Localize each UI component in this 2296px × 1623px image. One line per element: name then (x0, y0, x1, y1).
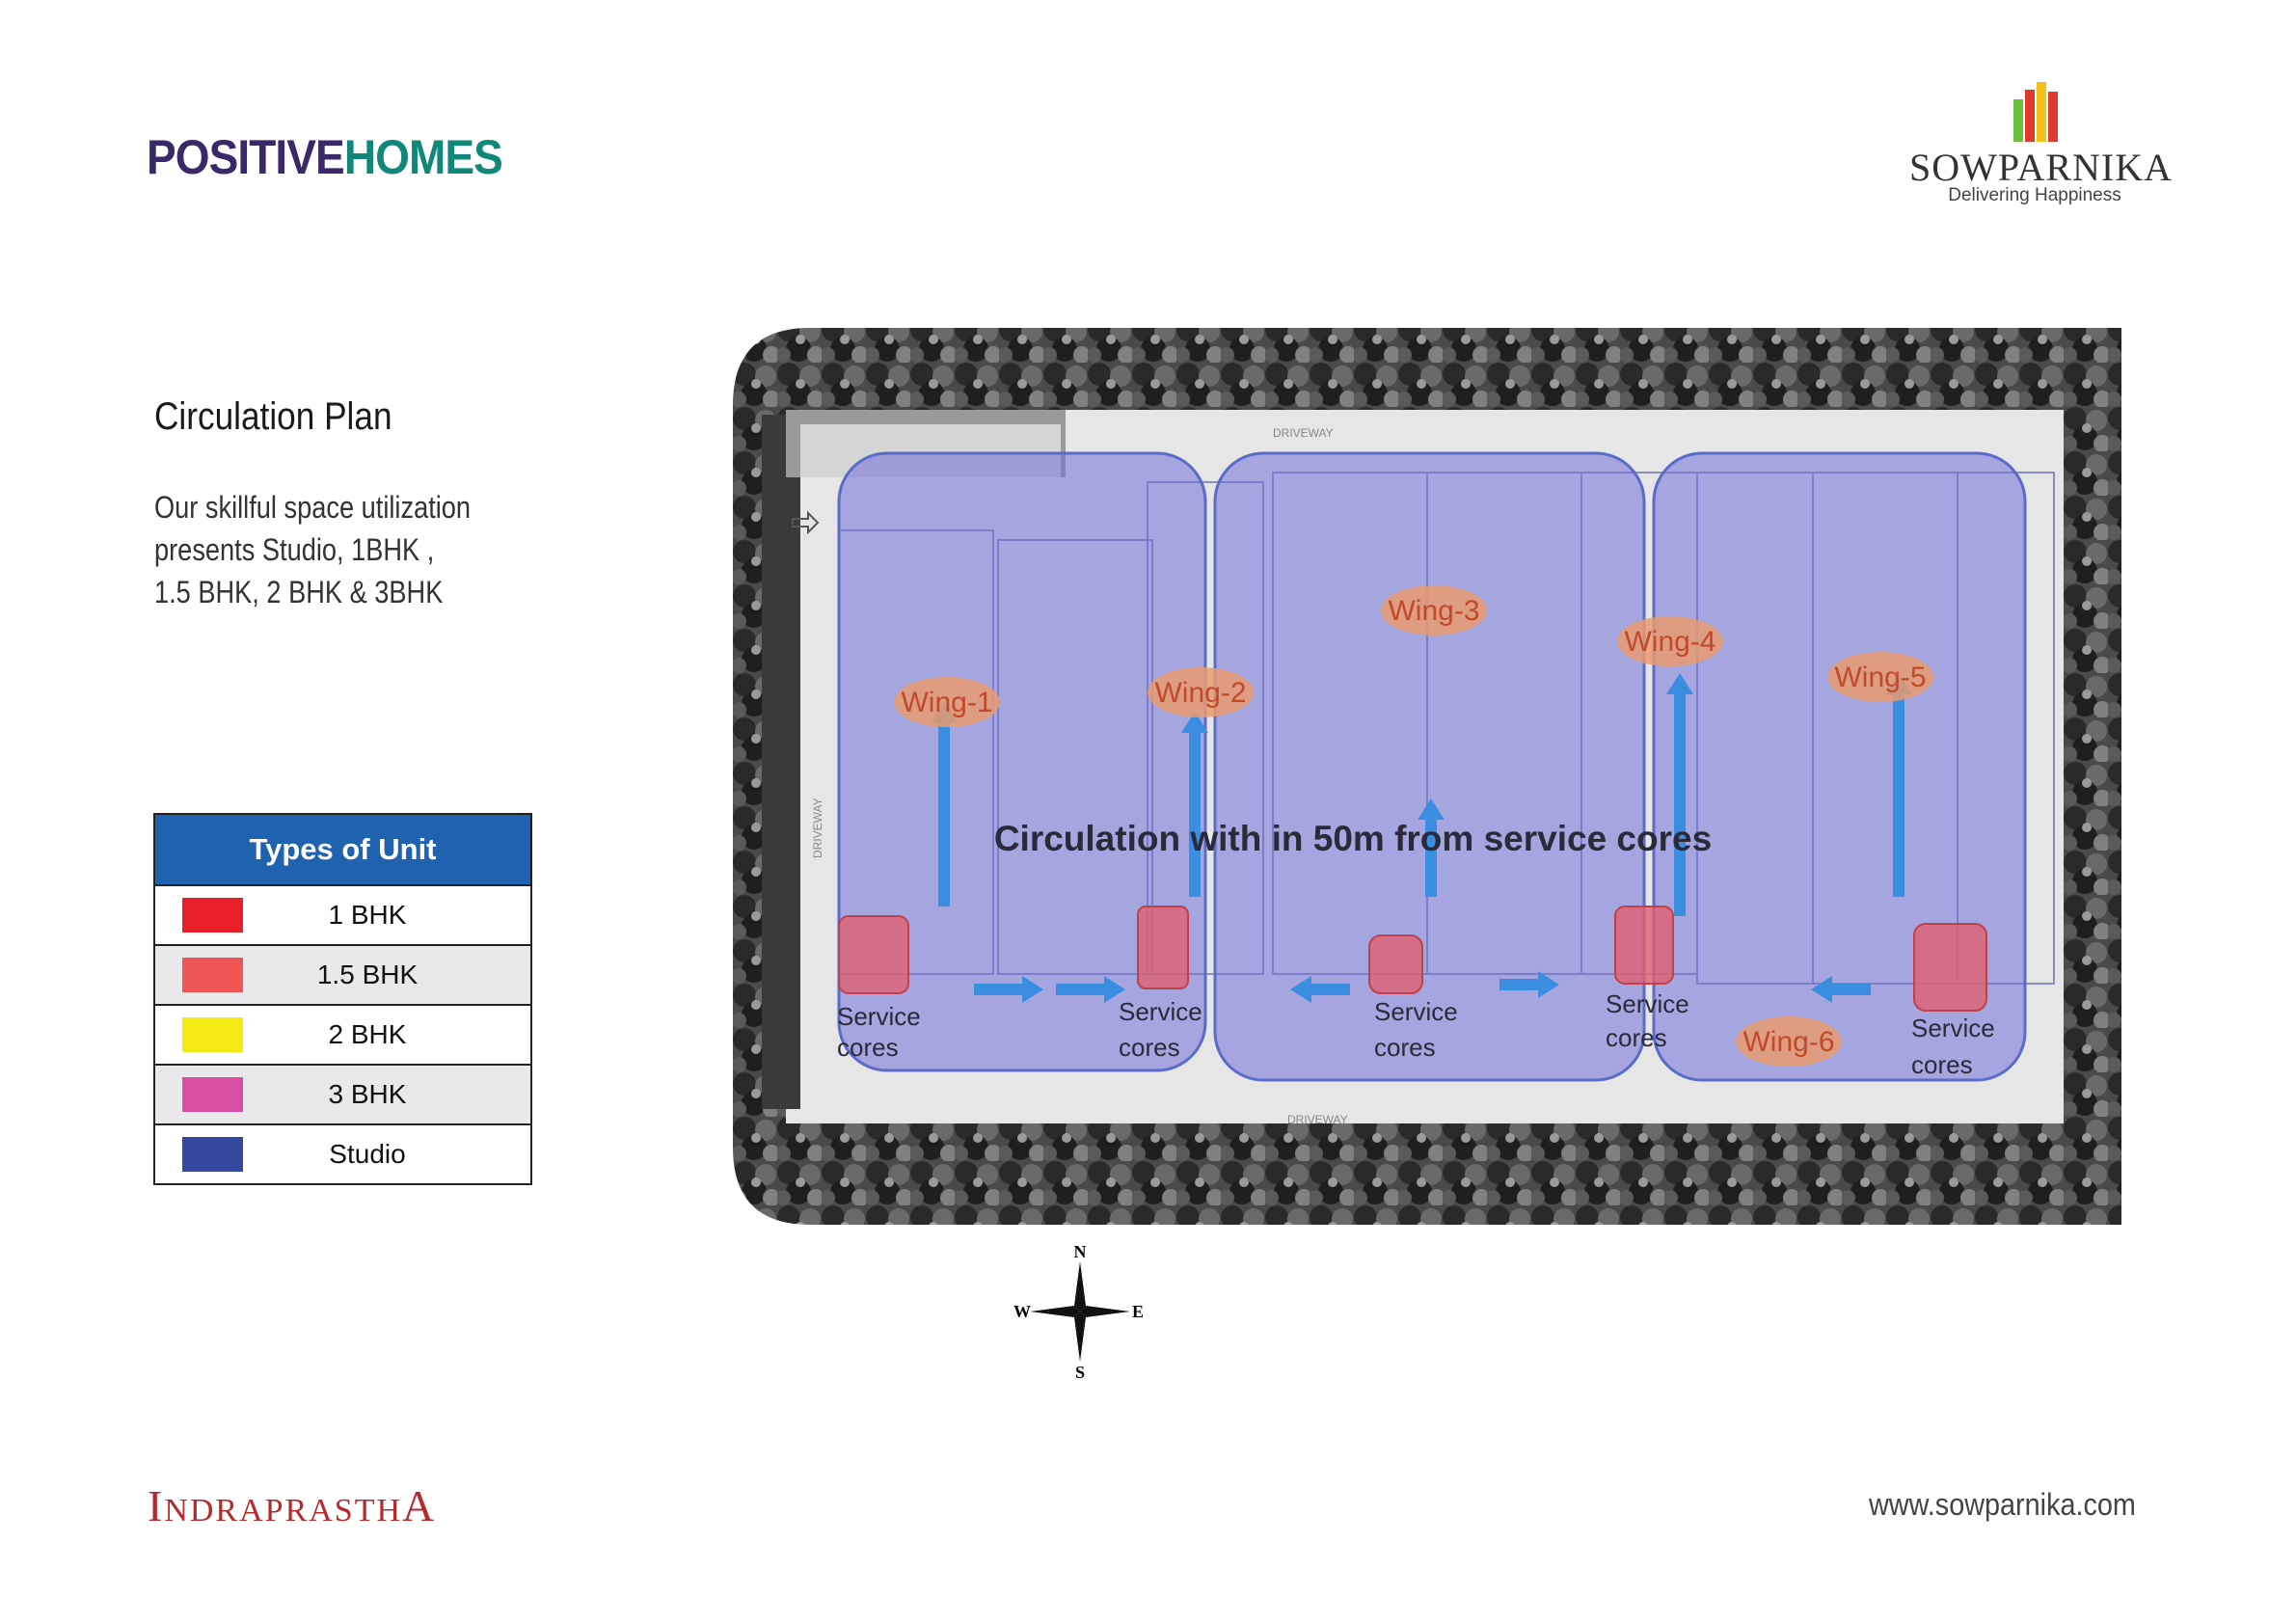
service-core (1615, 906, 1673, 984)
sowparnika-tagline: Delivering Happiness (1948, 185, 2121, 205)
legend-swatch (182, 1137, 243, 1172)
wing-3-label: Wing-3 (1388, 595, 1480, 627)
wing-1-label: Wing-1 (901, 687, 993, 718)
website-url[interactable]: www.sowparnika.com (1869, 1487, 2136, 1522)
page-title: Circulation Plan (154, 395, 392, 438)
service-core-label: cores (1911, 1050, 1973, 1079)
wing-4-label: Wing-4 (1624, 626, 1716, 658)
zone-center (1215, 453, 1644, 1080)
legend-label: 2 BHK (328, 1019, 407, 1049)
logo-word-homes: HOMES (343, 130, 502, 184)
compass-s: S (1074, 1363, 1086, 1379)
unit-types-legend (153, 813, 532, 1185)
compass-n: N (1073, 1244, 1087, 1261)
service-core-label: Service (1119, 997, 1202, 1026)
indraprastha-logo: INDRAPRASTHA (148, 1481, 437, 1530)
description-line-3: 1.5 BHK, 2 BHK & 3BHK (154, 575, 444, 609)
legend-label: 1 BHK (328, 900, 407, 930)
legend-row-3bhk (155, 1064, 530, 1123)
circulation-headline: Circulation with in 50m from service cores (993, 819, 1713, 858)
service-core (1914, 924, 1986, 1011)
description-line-1: Our skillful space utilization (154, 490, 472, 525)
compass-rose-icon (1013, 1244, 1148, 1379)
description-line-2: presents Studio, 1BHK , (154, 532, 435, 567)
service-core (1369, 935, 1422, 993)
legend-row-1-5bhk (155, 944, 530, 1004)
legend-label: Studio (329, 1139, 406, 1169)
legend-label: 1.5 BHK (316, 960, 419, 989)
positive-homes-logo (147, 130, 502, 184)
legend-swatch (182, 958, 243, 992)
service-core-label: Service (1374, 997, 1458, 1026)
compass-e: E (1131, 1302, 1145, 1321)
driveway-label-top: DRIVEWAY (1273, 426, 1334, 440)
service-core-label: Service (837, 1002, 921, 1031)
logo-word-positive: POSITIVE (147, 130, 344, 184)
service-core (839, 916, 908, 993)
legend-title: Types of Unit (155, 815, 530, 884)
legend-swatch (182, 1017, 243, 1052)
legend-label: 3 BHK (328, 1079, 407, 1109)
service-core-label: cores (1374, 1033, 1436, 1062)
legend-swatch (182, 1077, 243, 1112)
wing-5-label: Wing-5 (1834, 662, 1927, 693)
wing-2-label: Wing-2 (1154, 677, 1247, 709)
service-core-label: cores (837, 1033, 899, 1062)
site-circulation-plan (733, 318, 2121, 1225)
legend-row-2bhk (155, 1004, 530, 1064)
compass-w: W (1013, 1302, 1031, 1321)
wing-6-label: Wing-6 (1742, 1026, 1835, 1058)
service-core-label: Service (1911, 1014, 1995, 1042)
sowparnika-wordmark: SOWPARNIKA (1909, 146, 2174, 189)
driveway-label-left: DRIVEWAY (811, 798, 824, 858)
legend-swatch (182, 898, 243, 933)
legend-row-studio (155, 1123, 530, 1183)
driveway-label-bottom: DRIVEWAY (1287, 1113, 1348, 1126)
service-core-label: Service (1606, 989, 1689, 1018)
service-core-label: cores (1606, 1023, 1667, 1052)
service-core-label: cores (1119, 1033, 1180, 1062)
legend-row-1bhk (155, 884, 530, 944)
service-core (1138, 906, 1188, 988)
